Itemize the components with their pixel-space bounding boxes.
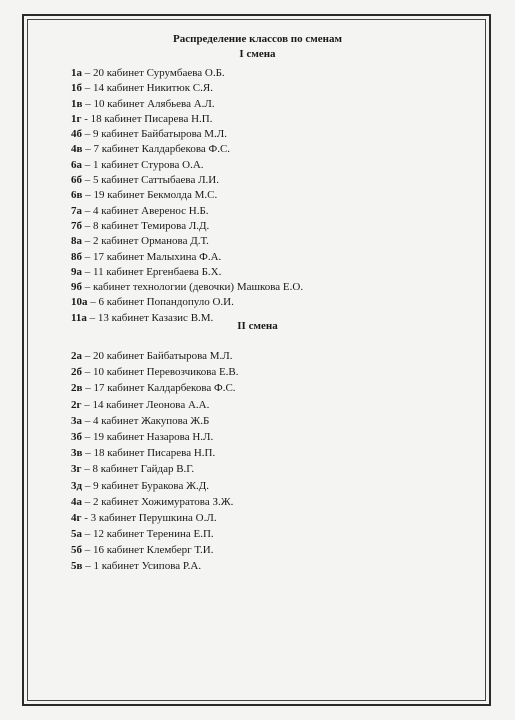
class-assignment-row: [71, 380, 239, 396]
room-teacher-text: – 9 кабинет Байбатырова М.Л.: [82, 128, 228, 141]
room-teacher-text: – 12 кабинет Теренина Е.П.: [82, 528, 214, 541]
class-assignment-row: [71, 542, 239, 558]
class-label: 4а: [71, 495, 82, 508]
class-label: 7а: [71, 204, 82, 217]
class-label: 5б: [71, 544, 82, 557]
class-assignment-row: [71, 204, 303, 219]
shift-2-list: [71, 348, 239, 575]
class-assignment-row: [71, 66, 303, 81]
class-assignment-row: [71, 413, 239, 429]
class-label: 4в: [71, 143, 83, 156]
class-assignment-row: [71, 173, 303, 188]
room-teacher-text: – 19 кабинет Бекмолда М.С.: [82, 189, 218, 202]
class-label: 3б: [71, 430, 82, 443]
room-teacher-text: – 19 кабинет Назарова Н.Л.: [82, 430, 214, 443]
class-assignment-row: [71, 280, 303, 295]
class-label: 2г: [71, 398, 82, 411]
room-teacher-text: - 18 кабинет Писарева Н.П.: [81, 112, 213, 125]
room-teacher-text: - 3 кабинет Перушкина О.Л.: [81, 511, 217, 524]
class-assignment-row: [71, 494, 239, 510]
room-teacher-text: – 20 кабинет Сурумбаева О.Б.: [82, 67, 225, 79]
class-label: 6в: [71, 189, 83, 202]
room-teacher-text: – кабинет технологии (девочки) Машкова Е.О.: [82, 281, 304, 294]
class-assignment-row: [71, 265, 303, 280]
class-label: 9б: [71, 281, 82, 294]
class-label: 2в: [71, 382, 83, 395]
class-label: 8а: [71, 235, 82, 248]
room-teacher-text: – 10 кабинет Алябьева А.Л.: [82, 97, 215, 110]
class-label: 3а: [71, 414, 82, 427]
class-label: 6а: [71, 158, 82, 171]
room-teacher-text: – 7 кабинет Калдарбекова Ф.С.: [82, 143, 231, 156]
class-assignment-row: [71, 97, 303, 112]
class-assignment-row: [71, 445, 239, 461]
class-assignment-row: [71, 112, 303, 127]
room-teacher-text: – 1 кабинет Усипова Р.А.: [82, 560, 202, 573]
class-assignment-row: [71, 510, 239, 526]
room-teacher-text: – 16 кабинет Клемберг Т.И.: [82, 544, 214, 557]
room-teacher-text: – 4 кабинет Жакупова Ж.Б: [82, 414, 210, 427]
room-teacher-text: – 13 кабинет Казазис В.М.: [86, 311, 214, 324]
shift-2-heading: II смена: [237, 320, 278, 332]
document-title: Распределение классов по сменам: [173, 33, 342, 45]
class-assignment-row: [71, 219, 303, 234]
class-assignment-row: [71, 364, 239, 380]
class-label: 10а: [71, 296, 88, 309]
class-label: 9а: [71, 265, 82, 278]
class-label: 8б: [71, 250, 82, 263]
room-teacher-text: – 6 кабинет Попандопуло О.И.: [87, 296, 234, 309]
room-teacher-text: – 5 кабинет Саттыбаева Л.И.: [82, 174, 220, 187]
class-label: 4б: [71, 128, 82, 141]
room-teacher-text: – 1 кабинет Стурова О.А.: [82, 158, 204, 171]
class-assignment-row: [71, 429, 239, 445]
class-label: 5в: [71, 560, 83, 573]
class-assignment-row: [71, 250, 303, 265]
class-label: 3в: [71, 447, 83, 460]
class-assignment-row: [71, 461, 239, 477]
class-label: 4г: [71, 511, 82, 524]
class-assignment-row: [71, 558, 239, 574]
class-assignment-row: [71, 234, 303, 249]
room-teacher-text: – 17 кабинет Малыхина Ф.А.: [82, 250, 222, 263]
class-assignment-row: [71, 81, 303, 96]
room-teacher-text: – 4 кабинет Аверенос Н.Б.: [82, 204, 209, 217]
class-assignment-row: [71, 348, 239, 364]
room-teacher-text: – 2 кабинет Орманова Д.Т.: [82, 235, 209, 248]
room-teacher-text: – 14 кабинет Никитюк С.Я.: [82, 82, 213, 95]
class-label: 1а: [71, 67, 82, 79]
class-label: 11а: [71, 311, 87, 324]
class-assignment-row: [71, 526, 239, 542]
class-assignment-row: [71, 188, 303, 203]
shift-1-heading: I смена: [239, 48, 276, 60]
room-teacher-text: – 2 кабинет Хожимуратова З.Ж.: [82, 495, 234, 508]
class-label: 2б: [71, 366, 82, 379]
class-assignment-row: [71, 478, 239, 494]
class-assignment-row: [71, 397, 239, 413]
room-teacher-text: – 11 кабинет Ергенбаева Б.Х.: [82, 265, 222, 278]
room-teacher-text: – 17 кабинет Калдарбекова Ф.С.: [82, 382, 236, 395]
class-label: 2а: [71, 350, 82, 362]
class-assignment-row: [71, 127, 303, 142]
class-label: 3д: [71, 479, 83, 492]
class-label: 1б: [71, 82, 82, 95]
class-assignment-row: [71, 295, 303, 310]
room-teacher-text: – 20 кабинет Байбатырова М.Л.: [82, 350, 233, 362]
class-label: 1г: [71, 112, 82, 125]
class-label: 3г: [71, 463, 82, 476]
class-label: 1в: [71, 97, 83, 110]
room-teacher-text: – 14 кабинет Леонова А.А.: [81, 398, 210, 411]
room-teacher-text: – 9 кабинет Буракова Ж.Д.: [82, 479, 209, 492]
room-teacher-text: – 8 кабинет Гайдар В.Г.: [81, 463, 195, 476]
class-label: 5а: [71, 528, 82, 541]
shift-1-list: [71, 66, 303, 326]
class-assignment-row: [71, 158, 303, 173]
class-label: 6б: [71, 174, 82, 187]
class-assignment-row: [71, 142, 303, 157]
room-teacher-text: – 18 кабинет Писарева Н.П.: [82, 447, 216, 460]
room-teacher-text: – 10 кабинет Перевозчикова Е.В.: [82, 366, 239, 379]
room-teacher-text: – 8 кабинет Темирова Л.Д.: [82, 219, 210, 232]
class-label: 7б: [71, 219, 82, 232]
